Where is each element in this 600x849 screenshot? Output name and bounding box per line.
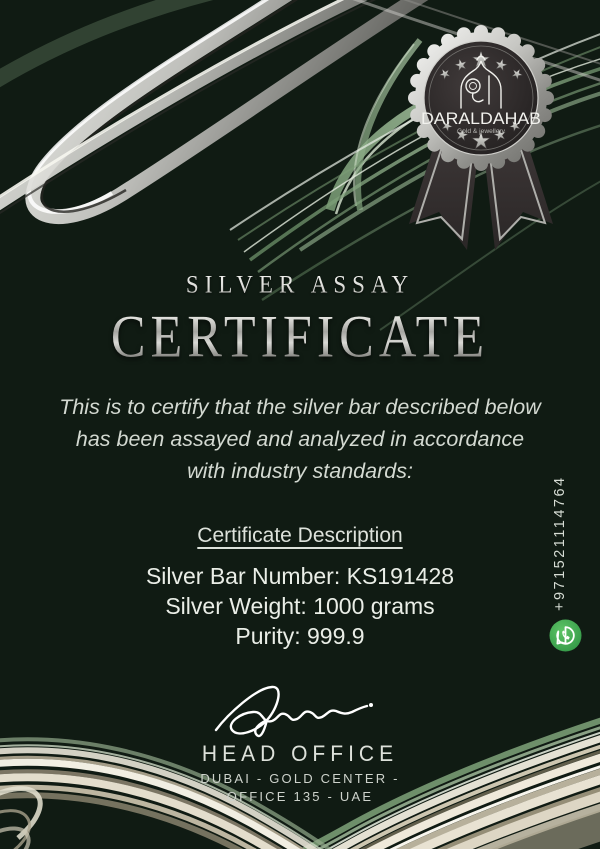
purity-line: Purity: 999.9: [235, 623, 365, 649]
head-office-heading: HEAD OFFICE: [201, 742, 399, 767]
top-left-swirl: [0, 0, 430, 238]
signature: [212, 680, 377, 740]
badge-brand: DARALDAHAB: [421, 109, 541, 128]
intro-line: with industry standards:: [187, 459, 413, 483]
badge-tagline: Gold & jewellery: [457, 129, 505, 135]
intro-line: has been assayed and analyzed in accordance: [75, 427, 525, 451]
whatsapp-icon: [549, 619, 582, 652]
certificate-title: CERTIFICATE: [0, 303, 600, 371]
address-line-1: DUBAI - GOLD CENTER -: [200, 771, 400, 786]
award-badge: [401, 26, 561, 256]
intro-paragraph: [0, 391, 600, 487]
phone-number: +971521114764: [552, 475, 568, 611]
description-heading: Certificate Description: [197, 524, 403, 547]
badge-medal: [408, 25, 554, 171]
bar-number-line: Silver Bar Number: KS191428: [145, 563, 455, 589]
address-line-2: OFFICE 135 - UAE: [226, 789, 374, 804]
weight-line: Silver Weight: 1000 grams: [165, 593, 435, 619]
intro-line: This is to certify that the silver bar described below: [59, 395, 541, 419]
certificate-subtitle: SILVER ASSAY: [0, 271, 600, 299]
description-items: [0, 561, 600, 651]
